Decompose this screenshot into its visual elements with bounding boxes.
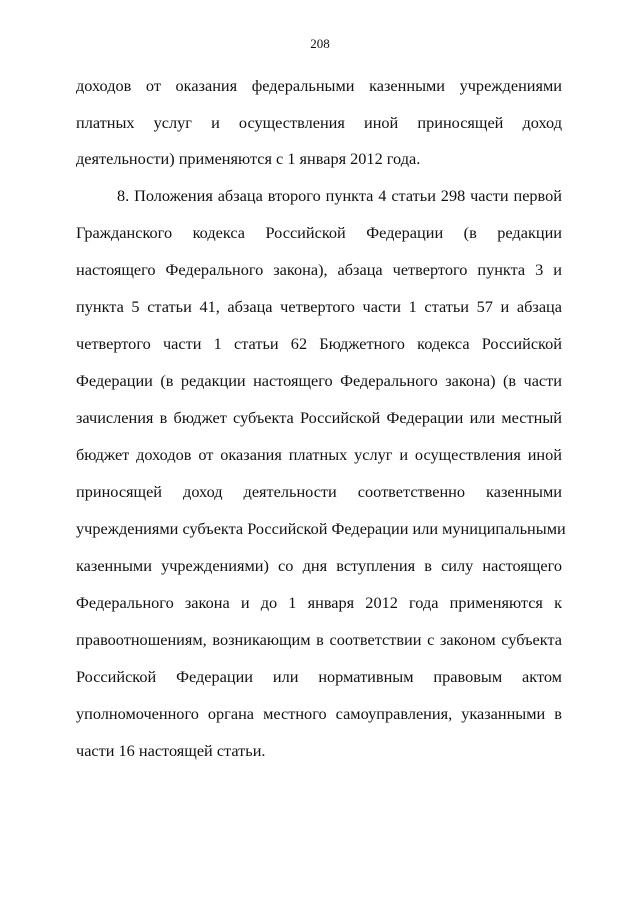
text-line: Федерального закона и до 1 января 2012 года применяются к <box>76 593 562 612</box>
text-line: платных услуг и осуществления иной приносящей доход <box>76 113 562 132</box>
text-line: 8. Положения абзаца второго пункта 4 статьи 298 части первой <box>117 186 562 205</box>
text-line: Федерации (в редакции настоящего Федерального закона) (в части <box>76 371 562 390</box>
text-line: правоотношениям, возникающим в соответствии с законом субъекта <box>76 630 562 649</box>
text-line: настоящего Федерального закона), абзаца четвертого пункта 3 и <box>76 260 562 279</box>
text-line: казенными учреждениями) со дня вступления в силу настоящего <box>76 556 562 575</box>
text-line: приносящей доход деятельности соответственно казенными <box>76 482 562 501</box>
text-line: уполномоченного органа местного самоуправления, указанными в <box>76 704 562 723</box>
text-line: доходов от оказания федеральными казенными учреждениями <box>76 76 562 95</box>
text-line: пункта 5 статьи 41, абзаца четвертого части 1 статьи 57 и абзаца <box>76 297 562 316</box>
text-line: Гражданского кодекса Российской Федерации (в редакции <box>76 223 562 242</box>
text-line: Российской Федерации или нормативным правовым актом <box>76 667 562 686</box>
text-line: зачисления в бюджет субъекта Российской Федерации или местный <box>76 408 562 427</box>
text-line: учреждениями субъекта Российской Федерации или муниципальными <box>76 519 566 538</box>
page-number: 208 <box>310 36 330 51</box>
text-line: деятельности) применяются с 1 января 2012 года. <box>76 149 421 168</box>
text-line: четвертого части 1 статьи 62 Бюджетного кодекса Российской <box>76 334 562 353</box>
text-line: бюджет доходов от оказания платных услуг и осуществления иной <box>76 445 562 464</box>
text-line: части 16 настоящей статьи. <box>76 741 266 760</box>
